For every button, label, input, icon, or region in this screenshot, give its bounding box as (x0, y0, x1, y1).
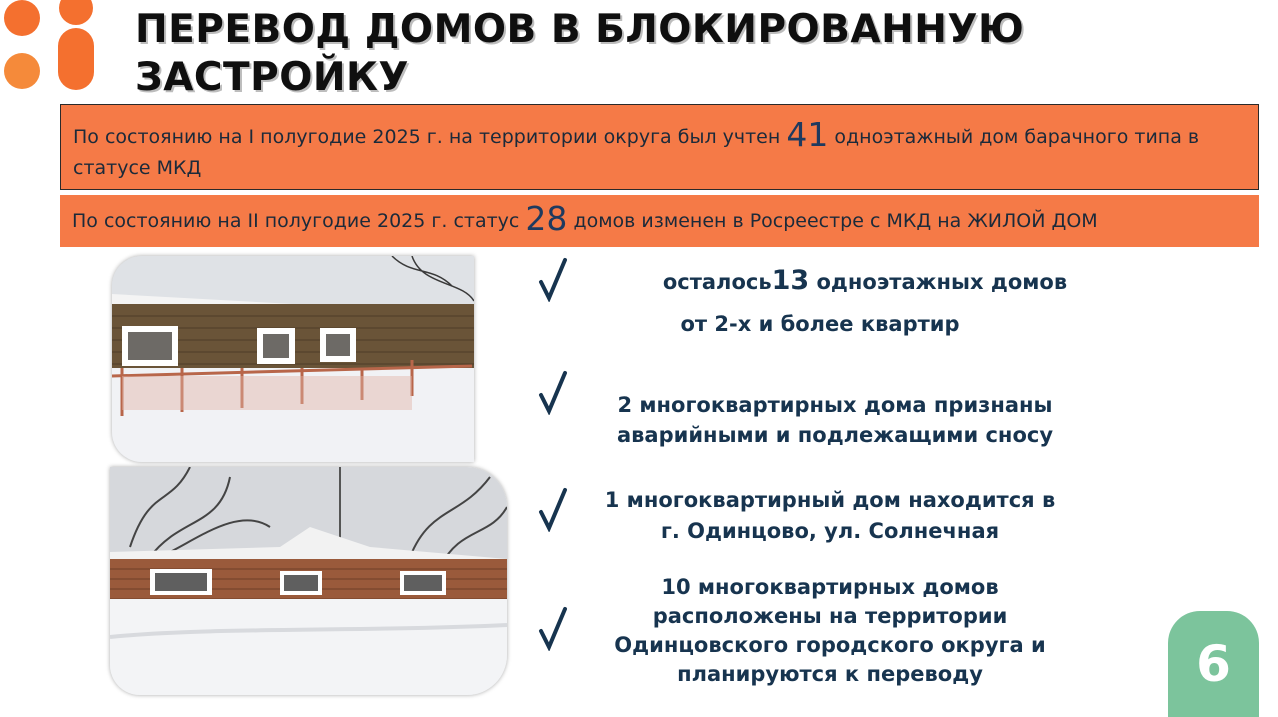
checkmark-icon (538, 605, 568, 651)
bullet3-line-2: г. Одинцово, ул. Солнечная (660, 519, 1000, 543)
bullet1-line-2: от 2-х и более квартир (680, 312, 960, 336)
bullet2-line-1: 2 многоквартирных дома признаны (617, 393, 1053, 417)
banner2-text-after: домов изменен в Росреестре с МКД на ЖИЛОЙ ДОМ (567, 210, 1098, 232)
bullet4-line-2: расположены на территории (652, 604, 1008, 628)
banner2-text-before: По состоянию на II полугодие 2025 г. статус (72, 210, 526, 232)
bullet2-line-2: аварийными и подлежащими сносу (616, 423, 1054, 447)
house-photo-1 (112, 256, 474, 462)
banner1-number: 41 (786, 115, 829, 154)
bullet4-line-4: планируются к переводу (677, 662, 983, 686)
brand-logo-icon (0, 0, 100, 95)
banner1-text-after: одноэтажный дом барачного типа в статусе МКД (73, 126, 1200, 179)
slide-title-line-1: ПЕРЕВОД ДОМОВ В БЛОКИРОВАННУЮ (135, 7, 1025, 52)
slide-title-line-2: ЗАСТРОЙКУ (135, 55, 409, 100)
bullet4-line-3: Одинцовского городского округа и (614, 633, 1046, 657)
banner1-text-before: По состоянию на I полугодие 2025 г. на территории округа был учтен (73, 126, 787, 148)
checkmark-icon (538, 369, 568, 415)
bullet1-line-1: осталось13 одноэтажных домов (662, 265, 1068, 296)
house-photo-2-image (110, 467, 507, 695)
bullet-planned-transfer (570, 573, 1090, 689)
house-photo-1-image (112, 256, 474, 462)
checkmark-icon (538, 256, 568, 302)
bullet-remaining-houses (600, 261, 1130, 302)
bullet3-line-1: 1 многоквартирный дом находится в (604, 488, 1056, 512)
bullet-emergency-houses (570, 390, 1100, 450)
banner2-number: 28 (525, 199, 568, 238)
checkmark-icon (538, 486, 568, 532)
bullet4-line-1: 10 многоквартирных домов (661, 575, 999, 599)
page-number-badge: 6 (1168, 611, 1259, 717)
house-photo-2 (110, 467, 507, 695)
bullet-odintsovo-house (570, 485, 1090, 547)
info-banner-first-half (60, 104, 1259, 190)
slide-title (135, 6, 1135, 102)
bullet1-number: 13 (771, 265, 810, 296)
info-banner-second-half (60, 195, 1259, 247)
